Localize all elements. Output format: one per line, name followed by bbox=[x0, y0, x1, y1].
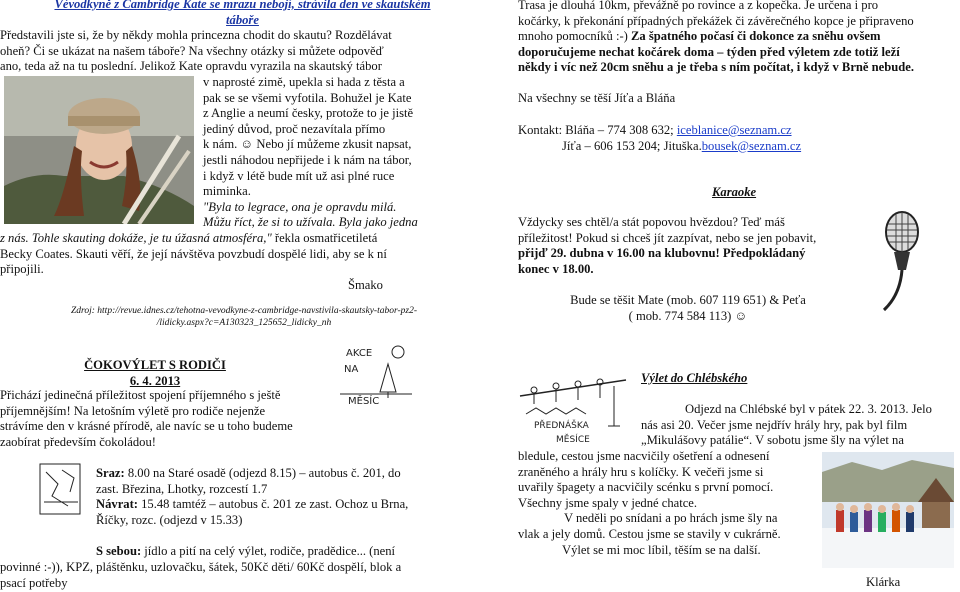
chlebsko-text-bottom: bledule, cestou jsme nacvičily ošetření a odnesení zraněného a hrály hru s kolíčky. K večeři jsme si uvařily špagety a nacvičily scénku s první pomocí. Všechny jsme spaly v jedné chatce. V neděli po snídani a po hrách jsme šly na vlak a jely domů. Cestou jsme se stavily v cukrárně. Výlet se mi moc líbil, těším se na další. bbox=[518, 449, 781, 557]
microphone-icon bbox=[872, 210, 932, 315]
choco-sebou-line: S sebou: jídlo a pití na celý výlet, rodiče, pradědice... (není bbox=[96, 544, 396, 558]
chlebsko-title: Výlet do Chlébského bbox=[641, 371, 748, 385]
svg-text:MĚSÍCE: MĚSÍCE bbox=[556, 435, 590, 445]
email-link-jita[interactable]: bousek@seznam.cz bbox=[701, 138, 802, 153]
prednaska-drawing bbox=[516, 366, 634, 446]
svg-text:NA: NA bbox=[344, 364, 359, 375]
svg-text:AKCE: AKCE bbox=[346, 348, 373, 359]
karaoke-title: Karaoke bbox=[712, 185, 757, 199]
svg-text:MĚSÍC: MĚSÍC bbox=[348, 396, 380, 407]
chlebsko-signature: Klárka bbox=[866, 575, 901, 589]
choco-sebou-rest: povinné :-)), KPZ, pláštěnku, uzlovačku, šátek, 50Kč děti/ 60Kč dospělí, blok a psací potřeby bbox=[0, 560, 402, 590]
svg-text:PŘEDNÁŠKA: PŘEDNÁŠKA bbox=[534, 421, 589, 431]
choco-intro: Přichází jedinečná příležitost spojení příjemného s ještě příjemnějším! Na letošním výletě pro rodiče nejenže strávíme den v krásné přírodě, ale navíc se u toho budeme zaobírat především čokoládou! bbox=[0, 388, 293, 449]
kate-photo bbox=[4, 76, 194, 224]
email-link-blana[interactable]: iceblanice@seznam.cz bbox=[676, 123, 792, 137]
article-quote-end: z nás. Tohle skauting dokáže, je tu úžasná atmosféra," řekla osmatřicetiletá Becky Coates. Skauti věří, že její návštěva povzbudí dospělé lidi, aby se k ní připojili. bbox=[0, 231, 387, 277]
article-intro: Představili jste si, že by někdy mohla princezna chodit do skautu? Rozdělávat oheň? Či se ukázat na našem táboře? Na všechny otázky si můžete odpověď ano, teda až na tu poslední. Jelikož Kate opravdu vyrazila na skautský tábor bbox=[0, 28, 392, 74]
karaoke-contacts: Bude se těšit Mate (mob. 607 119 651) & Peťa ( mob. 774 584 113) ☺ bbox=[570, 293, 806, 323]
map-icon bbox=[38, 462, 86, 518]
akce-drawing bbox=[340, 342, 412, 410]
karaoke-text: Vždycky ses chtěl/a stát popovou hvězdou? Teď máš příležitost! Pokud si chceš jít zazpívat, nebo se jen pobavit, přijď 29. dubna v 16.00 na klubovnu! Předpokládaný konec v 18.00. bbox=[518, 215, 817, 276]
trip-info: Trasa je dlouhá 10km, převážně po rovince a z kopečka. Je určena i pro kočárky, k překonání případných překážek či závěrečného kopce je připraveno mnoho pomocníků :-) Za špatného počasí či dokonce za sněhu ovšem doporučujeme nechat kočárek doma – týden před výletem zde totiž leží někdy i víc než 20cm sněhu a je třeba s ním počítat, i když v Brně nebude. bbox=[518, 0, 915, 75]
choco-details: Sraz: 8.00 na Staré osadě (odjezd 8.15) – autobus č. 201, do zast. Březina, Lhotky, rozcestí 1.7 Návrat: 15.48 tamtéž – autobus č. 201 ze zast. Ochoz u Brna, Říčky, rozc. (odjezd v 15.33) bbox=[96, 466, 409, 527]
group-photo bbox=[822, 452, 954, 568]
article-source: Zdroj: http://revue.idnes.cz/tehotna-vevodkyne-z-cambridge-navstivila-skautsky-tabor-pz2- /lidicky.aspx?c=A130323_125652_lidicky_nh bbox=[70, 306, 418, 328]
choco-title-block: ČOKOVÝLET S RODIČI 6. 4. 2013 bbox=[84, 358, 226, 388]
article-title: Vévodkyně z Cambridge Kate se mrazu nebojí, strávila den ve skautském táboře bbox=[54, 0, 431, 27]
chlebsko-text-top: Odjezd na Chlébské byl v pátek 22. 3. 2013. Jelo nás asi 20. Večer jsme nejdřív hrály hry, pak byl film „Mikulášovy patálie“. V sobotu jsme šly na výlet na bbox=[641, 402, 932, 448]
trip-greeting: Na všechny se těší Jíťa a Bláňa bbox=[518, 91, 676, 105]
article-wrap-text: v naprosté zimě, upekla si hada z těsta a pak se se všemi vyfotila. Bohužel je Kate z Anglie a neumí česky, protože to je jistě jediný důvod, proč nezavítala přímo k nám. ☺ Nebo jí můžeme zkusit napsat, jestli náhodou nepřijede i k nám na tábor, i když v létě bude mít už asi plné ruce miminka. "Byla to legrace, ona je opravdu milá. Můžu říct, že si to užívala. Byla jako jedna bbox=[203, 75, 418, 230]
article-signature: Šmako bbox=[348, 278, 383, 292]
trip-contacts: Kontakt: Bláňa – 774 308 632; iceblanice@seznam.cz Jíťa – 606 153 204; Jituška.bousek@seznam.cz bbox=[518, 123, 802, 153]
